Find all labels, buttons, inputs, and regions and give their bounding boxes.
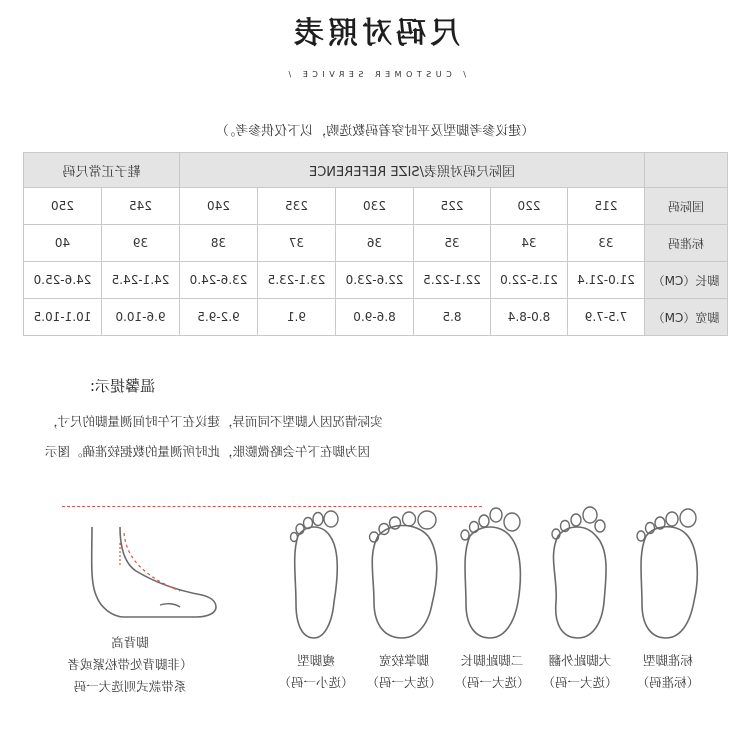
table-cell: 24.6-25.0 — [23, 262, 101, 299]
foot-label-standard — [623, 650, 713, 694]
table-cell: 230 — [336, 188, 414, 225]
table-cell: 7.5-7.9 — [568, 299, 645, 336]
table-row — [23, 299, 727, 336]
foot-note: （选大一码） — [454, 675, 530, 690]
table-cell: 8.5 — [414, 299, 491, 336]
table-cell: 215 — [568, 188, 645, 225]
table-cell: 22.1-22.5 — [414, 262, 491, 299]
foot-illustration-bunion — [540, 506, 620, 641]
table-cell: 37 — [258, 225, 336, 262]
table-cell: 10.1-10.5 — [23, 299, 101, 336]
foot-illustration-thin — [276, 506, 356, 641]
table-cell: 9.6-10.0 — [101, 299, 179, 336]
table-cell: 245 — [101, 188, 179, 225]
foot-name: 大脚趾外翻 — [548, 653, 612, 668]
table-cell: 23.6-24.0 — [179, 262, 257, 299]
side-foot-illustration — [70, 525, 220, 629]
foot-illustration-standard — [628, 506, 708, 641]
table-row — [23, 188, 727, 225]
reference-note: （建议参考脚型及平时穿着码数选购，以下仅供参考。） — [215, 124, 535, 139]
table-cell: 34 — [491, 225, 568, 262]
table-cell: 8.0-8.4 — [491, 299, 568, 336]
table-row — [23, 262, 727, 299]
table-row — [23, 225, 727, 262]
side-foot-label — [15, 632, 245, 698]
foot-outline-icon — [364, 506, 444, 641]
table-cell: 250 — [23, 188, 101, 225]
side-foot-line-3: 系带款式则选大一码 — [73, 679, 187, 694]
table-cell: 240 — [179, 188, 257, 225]
table-cell: 22.6-23.0 — [336, 262, 414, 299]
table-cell: 36 — [336, 225, 414, 262]
foot-side-icon — [70, 525, 220, 625]
foot-label-long-second-toe — [447, 650, 537, 694]
table-header-row — [23, 153, 727, 188]
foot-name: 脚掌较宽 — [379, 653, 430, 668]
table-cell: 220 — [491, 188, 568, 225]
foot-label-thin — [271, 650, 361, 694]
foot-outline-icon — [540, 506, 620, 641]
row-label: 标准码 — [645, 225, 728, 262]
table-cell: 8.6-9.0 — [336, 299, 414, 336]
table-side-header: 鞋子正常尺码 — [23, 153, 179, 188]
table-cell: 40 — [23, 225, 101, 262]
table-cell: 24.1-24.5 — [101, 262, 179, 299]
foot-name: 二脚趾脚长 — [460, 653, 524, 668]
table-cell: 21.5-22.0 — [491, 262, 568, 299]
tips-title: 温馨提示: — [90, 377, 156, 395]
table-cell: 33 — [568, 225, 645, 262]
side-foot-line-1: 脚背高 — [111, 635, 149, 650]
table-cell: 23.1-23.5 — [258, 262, 336, 299]
table-cell: 9.1 — [258, 299, 336, 336]
row-label: 国际码 — [645, 188, 728, 225]
foot-name: 标准脚型 — [643, 653, 694, 668]
row-label: 脚长（CM） — [645, 262, 728, 299]
tips-line-2: 因为脚在下午会略微膨胀，此时所测量的数据较准确。图示 — [45, 444, 371, 459]
foot-note: （选大一码） — [542, 675, 618, 690]
table-cell: 21.0-21.4 — [568, 262, 645, 299]
header-blank — [645, 153, 728, 188]
table-cell: 35 — [414, 225, 491, 262]
foot-illustration-long-second-toe — [452, 506, 532, 641]
table-cell: 39 — [101, 225, 179, 262]
row-label: 脚宽（CM） — [645, 299, 728, 336]
foot-outline-icon — [452, 506, 532, 641]
table-cell: 225 — [414, 188, 491, 225]
foot-label-bunion — [535, 650, 625, 694]
foot-name: 瘦脚型 — [297, 653, 335, 668]
foot-outline-icon — [276, 506, 356, 641]
tips-line-1: 实际情况因人脚型不同而异，建议在下午时间测量脚的尺寸， — [45, 414, 383, 429]
size-table — [23, 152, 728, 336]
foot-label-wide — [359, 650, 449, 694]
table-main-header: 国际尺码对照表/SIZE REFERENCE — [179, 153, 644, 188]
page-title: 尺码对照表 — [290, 16, 460, 51]
foot-note: （选大一码） — [366, 675, 442, 690]
foot-note: （选小一码） — [278, 675, 354, 690]
table-cell: 235 — [258, 188, 336, 225]
foot-note: （标准码） — [636, 675, 700, 690]
side-foot-line-2: （非脚背处带松紧或者 — [67, 657, 193, 672]
foot-outline-icon — [628, 506, 708, 641]
table-cell: 38 — [179, 225, 257, 262]
table-cell: 9.2-9.5 — [179, 299, 257, 336]
foot-illustration-wide — [364, 506, 444, 641]
page-subtitle: / CUSTOMER SERVICE / — [284, 70, 466, 79]
